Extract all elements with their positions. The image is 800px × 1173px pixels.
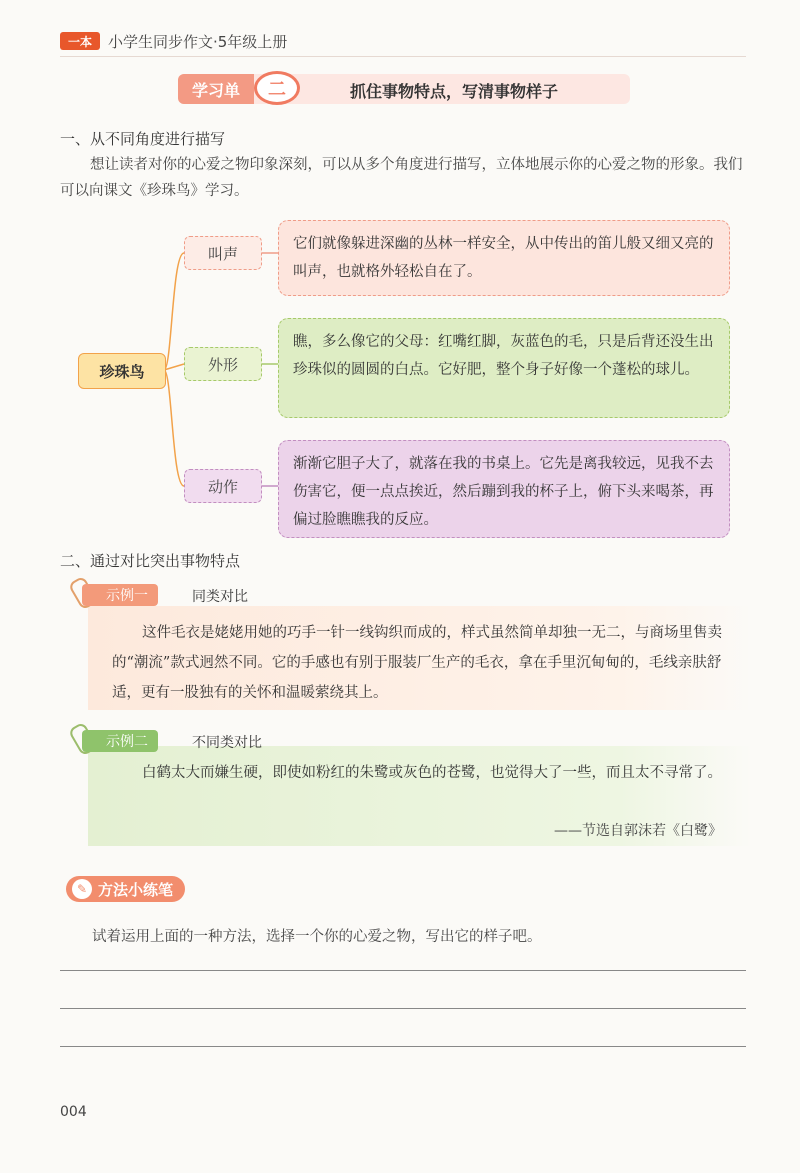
- section-2-title: 二、通过对比突出事物特点: [60, 552, 241, 570]
- writing-line: [60, 1008, 746, 1009]
- pen-icon: ✎: [72, 879, 92, 899]
- example-1-subtitle: 同类对比: [192, 589, 248, 605]
- example-1-text: 这件毛衣是姥姥用她的巧手一针一线钩织而成的，样式虽然简单却独一无二，与商场里售卖的“潮流”款式迥然不同。它的手感也有别于服装厂生产的毛衣，拿在手里沉甸甸的，毛线亲肤舒适，更有一股独有的关怀和温暖萦绕其上。: [112, 625, 722, 701]
- card-appearance: 瞧，多么像它的父母：红嘴红脚，灰蓝色的毛，只是后背还没生出珍珠似的圆圆的白点。它好肥，整个身子好像一个蓬松的球儿。: [278, 318, 730, 418]
- section-1-title: 一、从不同角度进行描写: [60, 130, 226, 148]
- example-2-subtitle: 不同类对比: [192, 735, 262, 751]
- method-practice-label: 方法小练笔: [98, 880, 174, 899]
- branch-appearance: 外形: [184, 347, 262, 381]
- learning-sheet-title: 抓住事物特点，写清事物样子: [350, 82, 559, 101]
- book-title: 小学生同步作文·5年级上册: [108, 33, 288, 51]
- writing-line: [60, 970, 746, 971]
- card-sound: 它们就像躲进深幽的丛林一样安全，从中传出的笛儿般又细又亮的叫声，也就格外轻松自在了。: [278, 220, 730, 296]
- example-1-box: [88, 606, 752, 710]
- learning-sheet-tag: 学习单: [178, 74, 254, 104]
- practice-prompt: 试着运用上面的一种方法，选择一个你的心爱之物，写出它的样子吧。: [92, 929, 542, 945]
- example-1-tag: 示例一: [82, 584, 158, 606]
- branch-sound: 叫声: [184, 236, 262, 270]
- mind-map-root: 珍珠鸟: [78, 353, 166, 389]
- page-number: 004: [60, 1104, 87, 1120]
- branch-action: 动作: [184, 469, 262, 503]
- example-2-text: 白鹤太大而嫌生硬，即使如粉红的朱鹭或灰色的苍鹭，也觉得大了一些，而且太不寻常了。: [142, 765, 722, 781]
- section-1-intro: 想让读者对你的心爱之物印象深刻，可以从多个角度进行描写，立体地展示你的心爱之物的形象。我们可以向课文《珍珠鸟》学习。: [60, 157, 743, 199]
- method-practice-tag: [66, 876, 185, 902]
- example-2-source: ——节选自郭沫若《白鹭》: [554, 823, 722, 839]
- learning-sheet-number: 二: [254, 71, 300, 105]
- example-2-tag: 示例二: [82, 730, 158, 752]
- publisher-logo: 一本: [60, 32, 100, 50]
- writing-line: [60, 1046, 746, 1047]
- card-action: 渐渐它胆子大了，就落在我的书桌上。它先是离我较远，见我不去伤害它，便一点点挨近，然后蹦到我的杯子上，俯下头来喝茶，再偏过脸瞧瞧我的反应。: [278, 440, 730, 538]
